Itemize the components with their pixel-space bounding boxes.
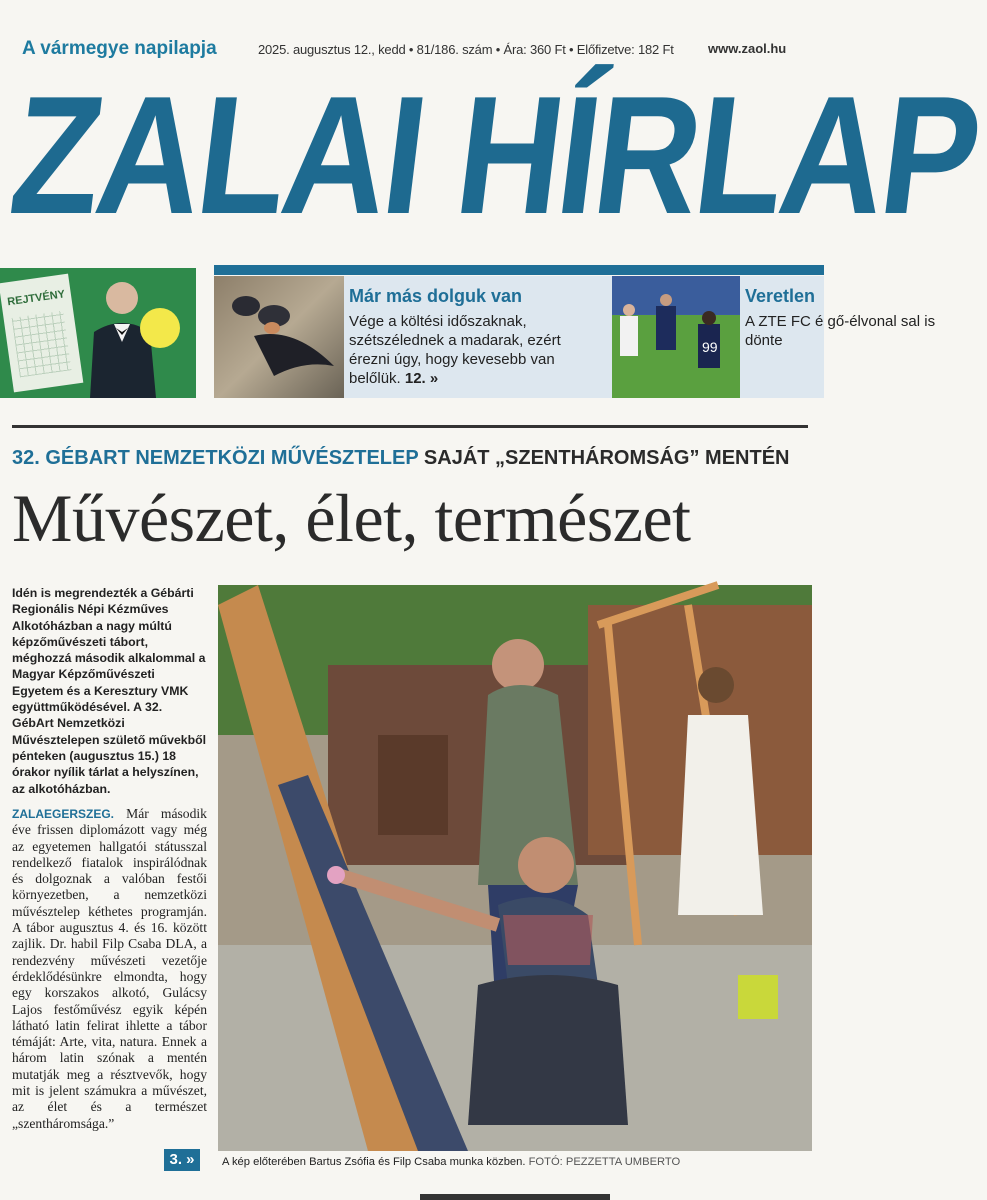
story-body <box>12 806 207 1132</box>
issue-info: 2025. augusztus 12., kedd • 81/186. szám • Ára: 360 Ft • Előfizetve: 182 Ft <box>258 42 674 57</box>
birds-promo[interactable] <box>344 276 612 398</box>
photo-caption <box>222 1156 680 1168</box>
website-link[interactable]: www.zaol.hu <box>708 41 787 56</box>
kicker-rest: SAJÁT „SZENTHÁROMSÁG” MENTÉN <box>423 447 790 469</box>
promo-badge <box>140 308 180 348</box>
bottom-rule <box>420 1194 610 1200</box>
svg-text:99: 99 <box>702 339 718 355</box>
football-promo[interactable] <box>740 276 936 398</box>
football-promo-headline: Veretlen <box>745 286 816 306</box>
dateline: ZALAEGERSZEG. <box>12 807 115 821</box>
story-body-text: Már második éve frissen diplomázott vagy még az egyetemen hallgatói státusszal rendelkező fiatalok inspirálódnak és dolgoznak a valóban festői környezetben, a nemzetközi művésztelep kéthetes programján. A tábor augusztus 4. és 16. között zajlik. Dr. habil Filp Csaba DLA, a rendezvény művészeti vezetője érdeklődésünkre elmondta, hogy egy korszakos alkotó, Gulácsy Lajos festőművész egyik képén látható latin felirat ihlette a tábor témáját: Arte, vita, natura. Ennek a három latin szónak a mentén mutatják meg a résztvevők, hogy mit is jelent számukra a művészet, az élet és a természet „szentháromsága.” <box>12 806 207 1131</box>
crossword-grid <box>12 311 72 378</box>
puzzle-promo[interactable] <box>0 268 196 398</box>
photo-credit: FOTÓ: PEZZETTA UMBERTO <box>528 1156 681 1168</box>
caption-text: A kép előterében Bartus Zsófia és Filp Csaba munka közben. <box>222 1156 526 1168</box>
football-promo-text: A ZTE FC é gő-élvonal sal is dönte <box>745 313 936 349</box>
birds-promo-text: Vége a költési időszaknak, szétszélednek a madarak, ezért érezni úgy, hogy kevesebb van belőlük. 12. » <box>349 313 561 387</box>
story-photo <box>218 585 812 1151</box>
birds-promo-headline: Már más dolguk van <box>349 286 523 306</box>
story-kicker <box>12 447 789 470</box>
birds-page-ref[interactable]: 12. » <box>404 370 439 387</box>
kicker-highlight: 32. GÉBART NEMZETKÖZI MŰVÉSZTELEP <box>12 447 419 469</box>
section-rule <box>12 425 808 428</box>
newspaper-title: ZALAI HÍRLAP <box>2 61 987 249</box>
continue-page-ref[interactable]: 3. » <box>164 1149 200 1171</box>
promo-strip-bar <box>214 265 824 275</box>
newspaper-tagline: A vármegye napilapja <box>22 38 217 59</box>
story-headline: Művészet, élet, természet <box>12 480 691 556</box>
story-lead: Idén is megrendezték a Gébárti Regionális Népi Kézműves Alkotóházban a nagy múltú képzőművészeti tábort, méghozzá második alkalommal a Magyar Képzőművészeti Egyetem és a Keresztury VMK együttműködésével. A 32. GébArt Nemzetközi Művésztelepen születő művekből pénteken (augusztus 15.) 18 órakor nyílik tárlat a helyszínen, az alkotóházban. <box>12 586 207 796</box>
football-photo <box>612 276 740 398</box>
swallows-photo <box>214 276 344 398</box>
puzzle-label: REJTVÉNY <box>6 288 66 309</box>
